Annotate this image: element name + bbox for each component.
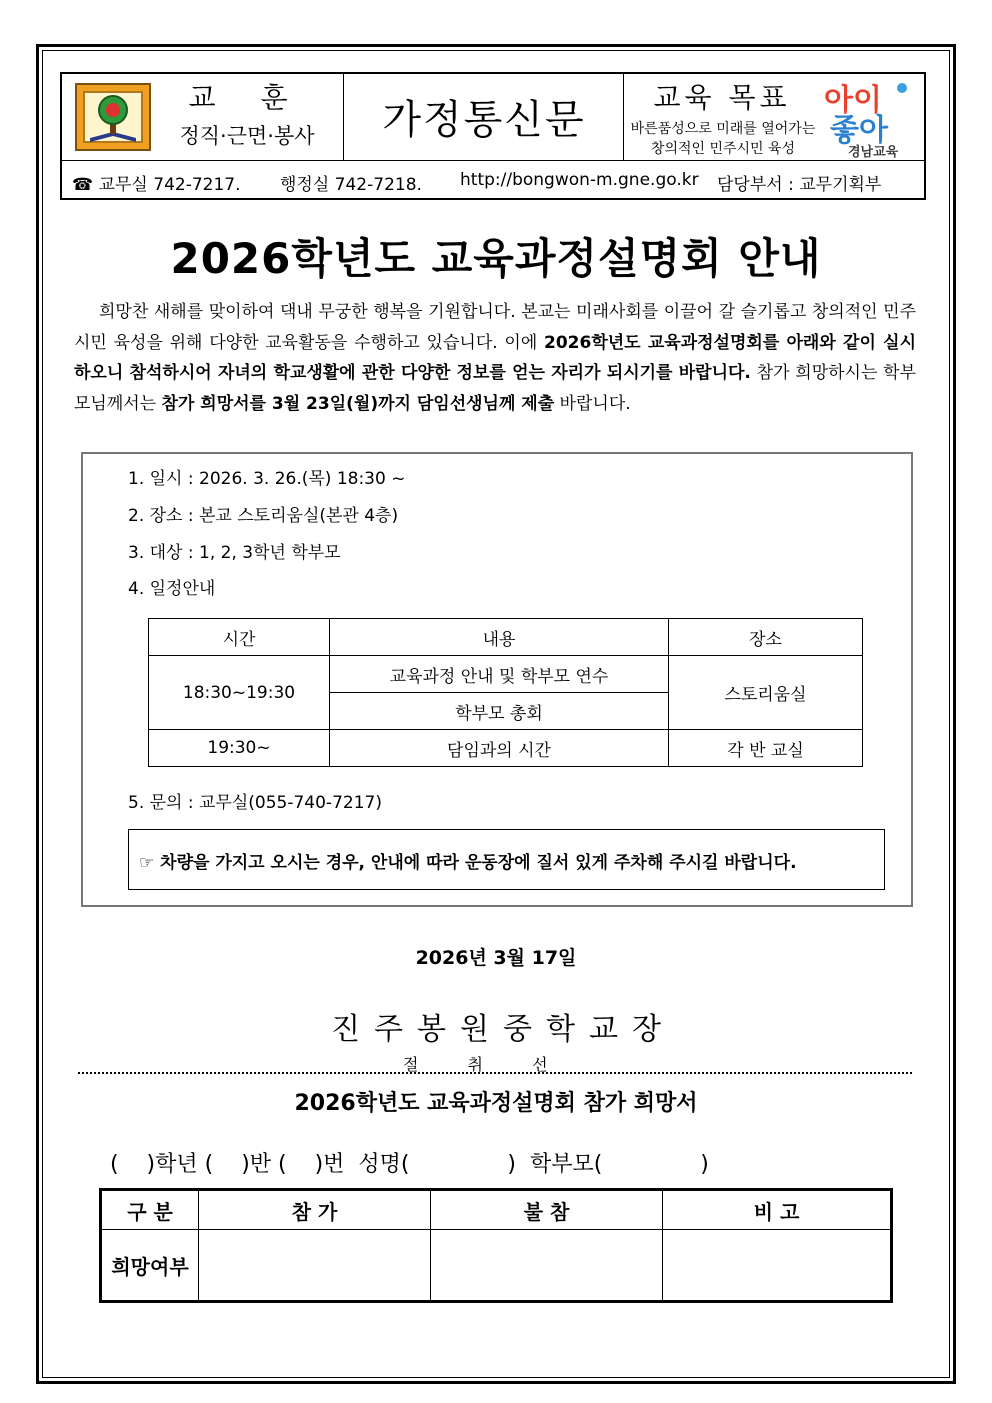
parking-notice — [128, 829, 885, 890]
cell-time: 19:30~ — [149, 730, 330, 767]
intro-text-2: 참가 희망하시는 학부모님께서는 — [74, 363, 916, 414]
cell-content: 학부모 총회 — [330, 693, 669, 730]
logo-text-middle: 좋아 — [830, 113, 888, 148]
remarks-cell[interactable] — [663, 1230, 892, 1302]
table-row — [149, 730, 863, 767]
response-table — [99, 1188, 893, 1303]
cell-content: 교육과정 안내 및 학부모 연수 — [330, 656, 669, 693]
header-place: 장소 — [669, 619, 863, 656]
contact-url[interactable]: http://bongwon-m.gne.go.kr — [460, 170, 699, 190]
cut-line-label: 절 취 선 — [403, 1055, 570, 1074]
header-attend: 참 가 — [199, 1190, 431, 1230]
table-row — [101, 1230, 892, 1302]
cell-time: 18:30~19:30 — [149, 656, 330, 730]
issue-date: 2026년 3월 17일 — [415, 947, 577, 969]
cell-place: 스토리움실 — [669, 656, 863, 730]
motto-text: 정직·근면·봉사 — [179, 124, 315, 148]
table-row — [149, 619, 863, 656]
item-place: 2. 장소 : 본교 스토리움실(본관 4층) — [128, 506, 399, 526]
item-contact: 5. 문의 : 교무실(055-740-7217) — [128, 793, 382, 813]
letterhead-top-row — [62, 74, 924, 161]
goal-line-1: 바른품성으로 미래를 열어가는 — [630, 121, 816, 137]
motto-heading: 교 훈 — [188, 81, 306, 114]
parking-notice-text: ☞ 차량을 가지고 오시는 경우, 안내에 따라 운동장에 질서 있게 주차해 주시길 바랍니다. — [139, 853, 797, 873]
header-absent: 불 참 — [431, 1190, 663, 1230]
gyeongnam-education-logo — [822, 78, 918, 158]
header-remarks: 비 고 — [663, 1190, 892, 1230]
absent-cell[interactable] — [431, 1230, 663, 1302]
header-content: 내용 — [330, 619, 669, 656]
motto-cell — [62, 74, 344, 160]
contact-phone: ☎ 교무실 742-7217. — [72, 175, 241, 195]
student-info-line[interactable]: ( )학년 ( )반 ( )번 성명( ) 학부모( ) — [110, 1152, 709, 1177]
goal-heading: 교육 목표 — [653, 81, 791, 114]
goal-cell — [624, 74, 924, 160]
logo-text-top: 아이 — [824, 83, 882, 118]
main-title: 2026학년도 교육과정설명회 안내 — [170, 234, 822, 283]
attend-cell[interactable] — [199, 1230, 431, 1302]
letterhead — [60, 72, 926, 200]
intro-text-3: 바랍니다. — [554, 393, 631, 414]
item-target: 3. 대상 : 1, 2, 3학년 학부모 — [128, 543, 341, 563]
table-row — [101, 1190, 892, 1230]
cell-place: 각 반 교실 — [669, 730, 863, 767]
form-title: 2026학년도 교육과정설명회 참가 희망서 — [294, 1091, 698, 1116]
contact-dept: 담당부서 : 교무기획부 — [717, 175, 882, 195]
intro-bold-1: 2026학년도 교육과정설명회를 아래와 같이 실시하오니 참석하시어 자녀의 학교생활에 관한 다양한 정보를 얻는 자리가 되시기를 바랍니다. — [74, 332, 916, 383]
item-schedule: 4. 일정안내 — [128, 579, 216, 599]
cut-line — [78, 1072, 912, 1074]
table-row — [149, 656, 863, 693]
item-date: 1. 일시 : 2026. 3. 26.(목) 18:30 ~ — [128, 469, 406, 489]
logo-text-bottom: 경남교육 — [848, 145, 899, 158]
logo-dot-icon — [897, 83, 907, 93]
intro-bold-2: 참가 희망서를 3월 23일(월)까지 담임선생님께 제출 — [161, 393, 555, 414]
goal-line-2: 창의적인 민주시민 육성 — [650, 141, 796, 157]
cell-content: 담임과의 시간 — [330, 730, 669, 767]
title-cell — [344, 74, 624, 160]
principal-signature: 진주봉원중학교장 — [331, 1012, 675, 1047]
intro-text-1: 희망찬 새해를 맞이하여 댁내 무궁한 행복을 기원합니다. 본교는 미래사회를 이끌어 갈 슬기롭고 창의적인 민주시민 육성을 위해 다양한 교육활동을 수행하고 있습니다. 이에 — [74, 302, 916, 353]
header-category: 구 분 — [101, 1190, 199, 1230]
contact-admin: 행정실 742-7218. — [280, 175, 422, 195]
row-label: 희망여부 — [101, 1230, 199, 1302]
header-time: 시간 — [149, 619, 330, 656]
intro-paragraph — [74, 297, 916, 419]
document-type-title: 가정통신문 — [382, 97, 586, 143]
schedule-table — [148, 618, 863, 767]
contact-row — [62, 161, 924, 198]
school-emblem-icon — [74, 82, 152, 152]
